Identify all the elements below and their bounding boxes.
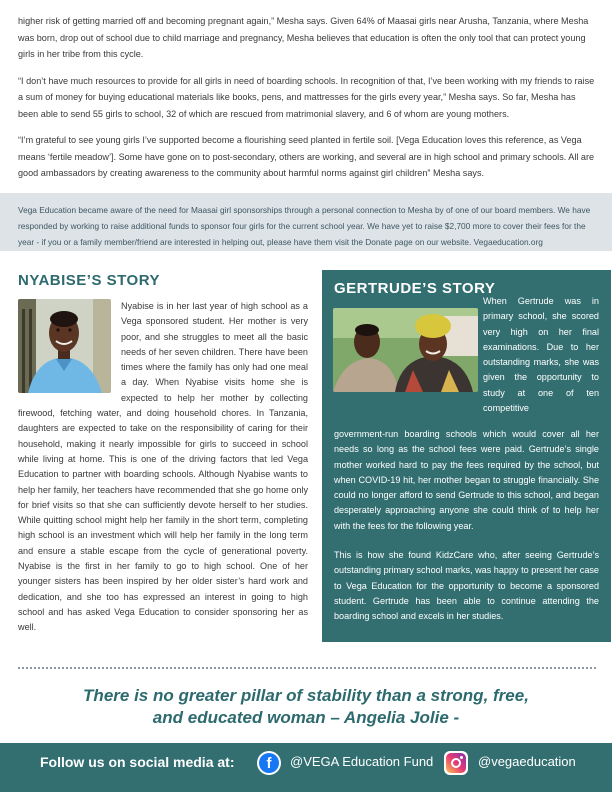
instagram-handle[interactable]: @vegaeducation [478,754,576,769]
intro-section [18,13,596,192]
facebook-handle[interactable]: @VEGA Education Fund [290,754,434,769]
nyabise-photo [18,299,111,393]
intro-paragraph: “I’m grateful to see young girls I’ve supported become a flourishing seed planted in fertile soil. [Vega Education loves this reference, as Vega means ‘fertile meadow’]. Some have gone on to post-secondary, others are working, and several are in high school and primary schools. All are good ambassadors by creating awareness to the community about harmful norms against girl children” Mesha says. [18,135,595,178]
intro-paragraph: higher risk of getting married off and becoming pregnant again,” Mesha says. Given 64% of Maasai girls near Arusha, Tanzania, where Mesha was born, drop out of school due to child marriage and pregnancy, Mesha believes that education is often the only tool that can protect young girls in her tribe from this cycle. [18,16,589,59]
gertrude-text-bottom: This is how she found KidzCare who, after seeing Gertrude’s outstanding primary school marks, was happy to present her case to Vega Education for the opportunity to become a sponsored student. Gertrude has been able to continue attending the boarding school and excels in her studies. [334,550,599,622]
nyabise-text-block [18,299,308,636]
donation-notice [0,193,612,251]
notice-text: Vega Education became aware of the need for Maasai girl sponsorships through a personal connection to Mesha by of one of our board members. We have responded by working to raise additional funds to sponsor four girls for the current school year. We have yet to raise $2,700 more to cover their fees for the year - if you or a family member/friend are interested in helping out, please have them visit the Donate page on our website. Vegaeducation.org [18,205,591,247]
footer-bar [0,743,612,792]
gertrude-text-mid: government-run boarding schools which would cover all her needs so long as the school fees were paid. Gertrude’s single mother worked hard to pay the fees required by the school, but when COVID-19 hit, her mother began to struggle financially. She could no longer afford to send Gertrude to this school, and began desperately approaching anyone she could think of to help her with the fees for the following year. [334,429,599,531]
intro-paragraph: “I don’t have much resources to provide for all girls in need of boarding schools. In recognition of that, I’ve been working with my friends to raise a sum of money for buying educational materials like books, pens, and mattresses for the girls every year,” Mesha says. So far, Mesha has been able to send 55 girls to school, 32 of which are rescued from matrimonial slavery, and 6 of whom are young mothers. [18,75,595,119]
gertrude-title: GERTRUDE’S STORY [334,280,496,297]
dotted-divider [18,667,596,669]
facebook-icon[interactable]: f [257,751,281,775]
gertrude-photo [333,308,478,392]
nyabise-title: NYABISE’S STORY [18,272,160,289]
gertrude-text-lower [334,427,599,639]
quote-line-1: There is no greater pillar of stability than a strong, free, [83,686,529,705]
instagram-icon[interactable] [444,751,468,775]
quote [0,685,612,729]
nyabise-text: Nyabise is in her last year of high school as a Vega sponsored student. Her mother is very poor, and she struggles to meet all the basic needs of her seven children. There have been times where the family has only had one meal a day. When Nyabise visits home she is expected to help her mother by collecting firewood, fetching water, and doing household chores. In Tanzania, daughters are expected to take on the responsibility of caring for their household, making it nearly impossible for girls to succeed in school while living at home. This is one of the driving factors that led Vega Education to partner with boarding schools. Although Nyabise wants to help her family, her teachers have recommended that she go home only for brief visits so that she can sufficiently devote herself to her studies. While quitting school might help her family in the short term, completing high school is an investment which will help her family in the long term and ensure a stable escape from the cycle of generational poverty. Nyabise is the first in her family to go to high school. One of her younger sisters has been inspired by her older sister’s hard work and dedication, and she too has expressed an interest in going to high school and has asked Vega Education to consider sponsoring her as well. [18,301,308,633]
quote-line-2: and educated woman – Angelia Jolie - [152,708,460,727]
nyabise-story [18,272,308,636]
gertrude-text-top: When Gertrude was in primary school, she scored very high on her final examinations. Due to her outstanding marks, she was given the opportunity to study at one of ten competitive [483,296,599,414]
gertrude-story [322,270,611,642]
follow-label: Follow us on social media at: [40,754,235,770]
